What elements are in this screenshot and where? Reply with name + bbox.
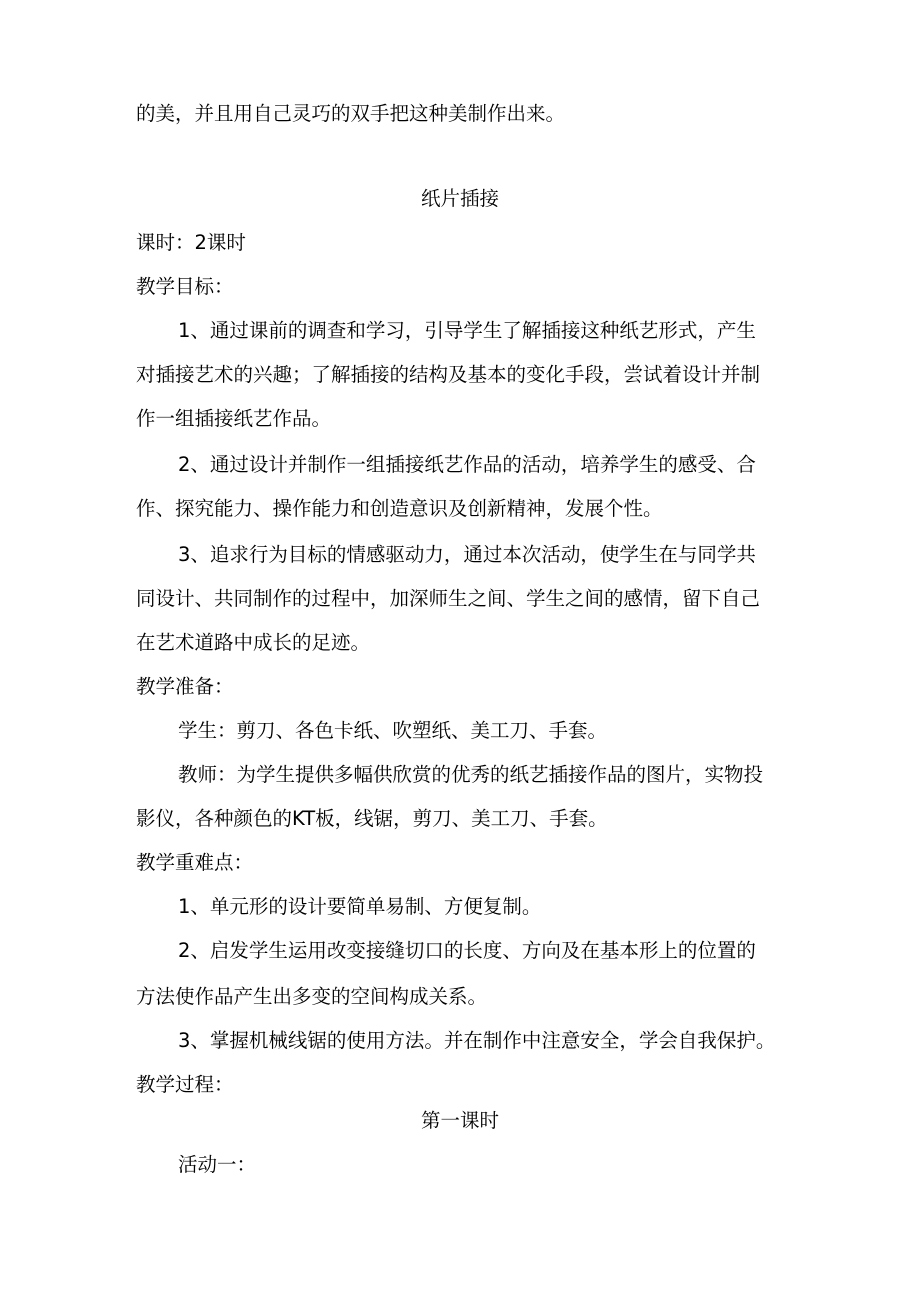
objective-2-line-2: 作、探究能力、操作能力和创造意识及创新精神，发展个性。 — [136, 497, 663, 520]
objective-3-line-2: 同设计、共同制作的过程中，加深师生之间、学生之间的感情，留下自己 — [136, 587, 761, 610]
objective-3-line-1: 3、追求行为目标的情感驱动力，通过本次活动，使学生在与同学共 — [178, 543, 756, 566]
lesson-1-heading: 第一课时 — [420, 1109, 499, 1132]
activity-1: 活动一： — [178, 1153, 257, 1176]
key-point-1: 1、单元形的设计要简单易制、方便复制。 — [178, 895, 542, 918]
prep-students: 学生：剪刀、各色卡纸、吹塑纸、美工刀、手套。 — [178, 719, 608, 742]
continuation-text: 的美，并且用自己灵巧的双手把这种美制作出来。 — [136, 102, 566, 125]
key-point-2-line-1: 2、启发学生运用改变接缝切口的长度、方向及在基本形上的位置的 — [178, 939, 756, 962]
prep-teacher-line-2: 影仪，各种颜色的KT板，线锯，剪刀、美工刀、手套。 — [136, 807, 608, 830]
lesson-title: 纸片插接 — [420, 187, 499, 210]
objectives-heading: 教学目标： — [136, 275, 234, 298]
process-heading: 教学过程： — [136, 1073, 234, 1096]
objective-1-line-1: 1、通过课前的调查和学习，引导学生了解插接这种纸艺形式，产生 — [178, 319, 756, 342]
objective-2-line-1: 2、通过设计并制作一组插接纸艺作品的活动，培养学生的感受、合 — [178, 453, 756, 476]
class-hours: 课时：2课时 — [136, 231, 246, 254]
objective-1-line-2: 对插接艺术的兴趣；了解插接的结构及基本的变化手段，尝试着设计并制 — [136, 363, 761, 386]
objective-3-line-3: 在艺术道路中成长的足迹。 — [136, 631, 371, 654]
key-point-3: 3、掌握机械线锯的使用方法。并在制作中注意安全，学会自我保护。 — [178, 1029, 776, 1052]
key-points-heading: 教学重难点： — [136, 851, 254, 874]
objective-1-line-3: 作一组插接纸艺作品。 — [136, 407, 332, 430]
preparation-heading: 教学准备： — [136, 675, 234, 698]
key-point-2-line-2: 方法使作品产生出多变的空间构成关系。 — [136, 985, 488, 1008]
prep-teacher-line-1: 教师：为学生提供多幅供欣赏的优秀的纸艺插接作品的图片，实物投 — [178, 763, 764, 786]
